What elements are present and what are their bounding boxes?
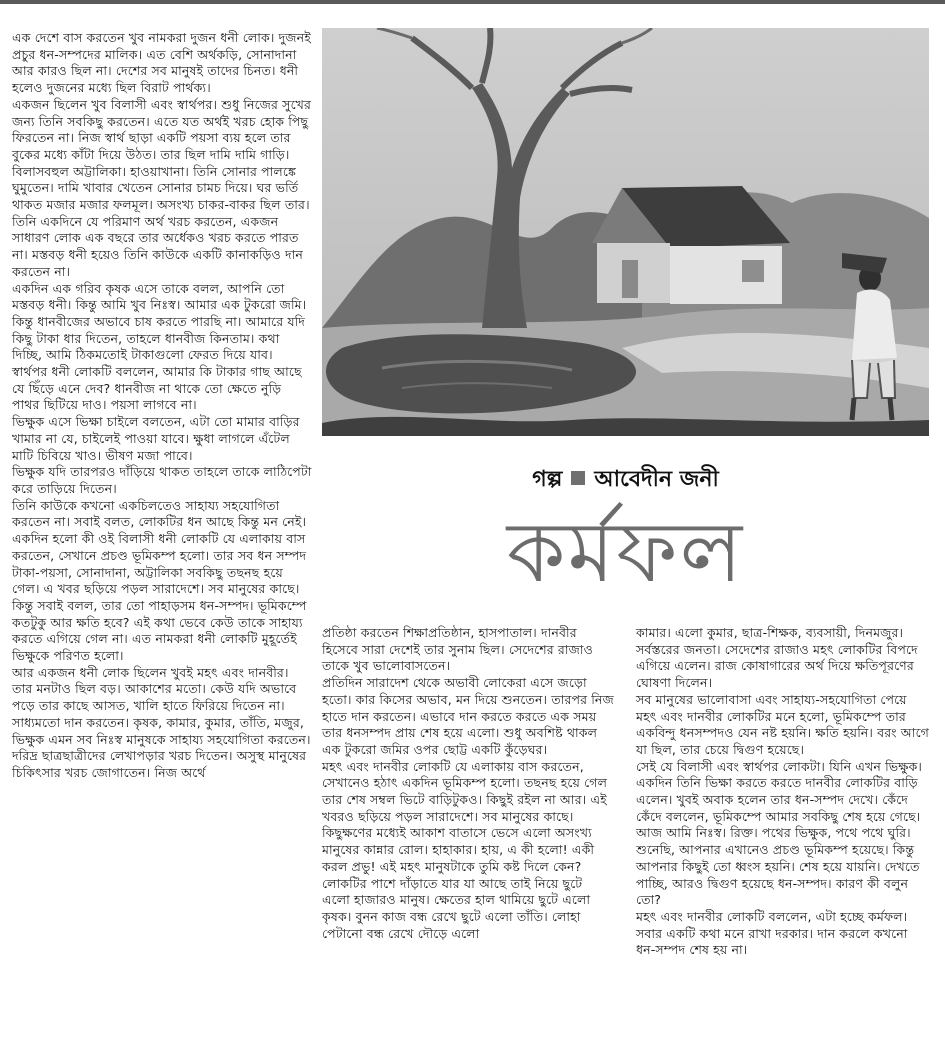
paragraph: তিনি কাউকে কখনো একচিলতেও সাহায্য সহযোগিতা করতেন না। সবাই বলত, লোকটির ধন আছে কিন্তু মন নেই। xyxy=(12,497,307,530)
paragraph: একদিন হলো কী ওই বিলাসী ধনী লোকটি যে এলাকায় বাস করতেন, সেখানে প্রচণ্ড ভূমিকম্প হলো। তার সব ধন সম্পদ টাকা-পয়সা, সোনাদানা, অট্টালিকা সবকিছু তছনছ হয়ে গেল। এ খবর ছড়িয়ে পড়ল সারাদেশে। সব মানুষের কাছে। কিন্তু সবাই বলল, তার তো পাহাড়সম ধন-সম্পদ। ভূমিকম্পে কতটুকু আর ক্ষতি হবে? এই কথা ভেবে কেউ তাকে সাহায্য করতে এগিয়ে গেল না। এত নামকরা ধনী লোকটি মুহূর্তেই ভিক্ষুকে পরিণত হলো। xyxy=(12,531,307,664)
story-column-1 xyxy=(12,30,312,782)
paragraph: সেই যে বিলাসী এবং স্বার্থপর লোকটা। যিনি এখন ভিক্ষুক। একদিন তিনি ভিক্ষা করতে করতে দানবীর লোকটির বাড়ি এলেন। খুবই অবাক হলেন তার ধন-সম্পদ দেখে। কেঁদে কেঁদে বললেন, ভূমিকম্পে আমার সবকিছু শেষ হয়ে গেছে। আজ আমি নিঃস্ব। রিক্ত। পথের ভিক্ষুক, পথে পথে ঘুরি। শুনেছি, আপনার এখানেও প্রচণ্ড ভূমিকম্প হয়েছে। কিন্তু আপনার কিছুই তো ধ্বংস হয়নি। শেষ হয়ে যায়নি। দেখতে পাচ্ছি, আরও দ্বিগুণ হয়েছে ধন-সম্পদ। কারণ কী বলুন তো? xyxy=(636,758,923,908)
paragraph: প্রতিদিন সারাদেশ থেকে অভাবী লোকেরা এসে জড়ো হতো। কার কিসের অভাব, মন দিয়ে শুনতেন। তারপর নিজ হাতে দান করতেন। এভাবে দান করতে করতে এক সময় তার ধনসম্পদ প্রায় শেষ হয়ে এলো। শুধু অবশিষ্ট থাকল এক টুকরো জমির ওপর ছোট্ট একটি কুঁড়েঘর। xyxy=(322,675,614,757)
story-title: কর্মফল xyxy=(506,503,745,601)
paragraph: এক দেশে বাস করতেন খুব নামকরা দুজন ধনী লোক। দুজনই প্রচুর ধন-সম্পদের মালিক। এত বেশি অর্থকড়ি, সোনাদানা আর কারও ছিল না। দেশের সব মানুষই তাদের চিনত। ধনী হলেও দুজনের মধ্যে ছিল বিরাট পার্থক্য। xyxy=(12,30,311,96)
paragraph: কামার। এলো কুমার, ছাত্র-শিক্ষক, ব্যবসায়ী, দিনমজুর। সর্বস্তরের জনতা। সেদেশের রাজাও মহৎ লোকটির বিপদে এগিয়ে এলেন। রাজ কোষাগারের অর্থ দিয়ে ক্ষতিপূরণের ঘোষণা দিলেন। xyxy=(636,625,918,691)
author-name: আবেদীন জনী xyxy=(594,467,719,492)
paragraph: প্রতিষ্ঠা করতেন শিক্ষাপ্রতিষ্ঠান, হাসপাতাল। দানবীর হিসেবে সারা দেশেই তার সুনাম ছিল। সেদেশের রাজাও তাকে খুব ভালোবাসতেন। xyxy=(322,625,593,674)
square-separator-icon xyxy=(571,471,585,485)
story-column-2 xyxy=(322,625,614,942)
paragraph: ভিক্ষুক যদি তারপরও দাঁড়িয়ে থাকত তাহলে তাকে লাঠিপেটা করে তাড়িয়ে দিতেন। xyxy=(12,464,312,496)
byline xyxy=(322,462,929,499)
paragraph: একজন ছিলেন খুব বিলাসী এবং স্বার্থপর। শুধু নিজের সুখের জন্য তিনি সবকিছু করতেন। এতে যত অর্থই খরচ হোক পিছু ফিরতেন না। নিজ স্বার্থ ছাড়া একটি পয়সা ব্যয় হলে তার বুকের মধ্যে কাঁটা দিয়ে উঠত। তার ছিল দামি দামি গাড়ি। বিলাসবহুল অট্টালিকা। হাওয়াখানা। তিনি সোনার পালঙ্কে ঘুমুতেন। দামি খাবার খেতেন সোনার চামচ দিয়ে। ঘর ভর্তি থাকত মজার মজার ফলমূল। অসংখ্য চাকর-বাকর ছিল তার। তিনি একদিনে যে পরিমাণ অর্থ খরচ করতেন, একজন সাধারণ লোক এক বছরে তার অর্ধেকও খরচ করতে পারত না। মস্তবড় ধনী হয়েও তিনি কাউকে একটি কানাকড়িও দান করতেন না। xyxy=(12,96,312,279)
genre-label: গল্প xyxy=(532,467,563,492)
paragraph: সব মানুষের ভালোবাসা এবং সাহায্য-সহযোগিতা পেয়ে মহৎ এবং দানবীর লোকটির মনে হলো, ভূমিকম্পে তার একবিন্দু ধনসম্পদও যেন নষ্ট হয়নি। ক্ষতি হয়নি। বরং আগে যা ছিল, তার চেয়ে দ্বিগুণ হয়েছে। xyxy=(636,691,929,757)
paragraph: মহৎ এবং দানবীর লোকটি বললেন, এটা হচ্ছে কর্মফল। সবার একটি কথা মনে রাখা দরকার। দান করলে কখনো ধন-সম্পদ শেষ হয় না। xyxy=(636,908,908,958)
paragraph: লোকটির পাশে দাঁড়াতে যার যা আছে তাই নিয়ে ছুটে এলো হাজারও মানুষ। ক্ষেতের হাল থামিয়ে ছুটে এলো কৃষক। বুনন কাজ বন্ধ রেখে ছুটে এলো তাঁতি। লোহা পেটানো বন্ধ রেখে দৌড়ে এলো xyxy=(322,875,591,941)
top-rule xyxy=(0,0,945,4)
story-column-3 xyxy=(636,625,930,959)
paragraph: আর একজন ধনী লোক ছিলেন খুবই মহৎ এবং দানবীর। তার মনটাও ছিল বড়। আকাশের মতো। কেউ যদি অভাবে পড়ে তার কাছে আসত, খালি হাতে ফিরিয়ে দিতেন না। সাধ্যমতো দান করতেন। কৃষক, কামার, কুমার, তাঁতি, মজুর, ভিক্ষুক এমন সব নিঃস্ব মানুষকে সাহায্য সহযোগিতা করতেন। দরিদ্র ছাত্রছাত্রীদের লেখাপড়ার খরচ দিতেন। অসুস্থ মানুষের চিকিৎসার খরচ জোগাতেন। নিজ অর্থে xyxy=(12,664,311,780)
paragraph: একদিন এক গরিব কৃষক এসে তাকে বলল, আপনি তো মস্তবড় ধনী। কিন্তু আমি খুব নিঃস্ব। আমার এক টুকরো জমি। কিন্তু ধানবীজের অভাবে চাষ করতে পারছি না। আমারে যদি কিছু টাকা ধার দিতেন, তাহলে ধানবীজ কিনতাম। কথা দিচ্ছি, আমি ঠিকমতোই টাকাগুলো ফেরত দিয়ে যাব। স্বার্থপর ধনী লোকটি বললেন, আমার কি টাকার গাছ আছে যে ছিঁড়ে এনে দেব? ধানবীজ না থাকে তো ক্ষেতে নুড়ি পাথর ছিটিয়ে দাও। পয়সা লাগবে না। xyxy=(12,280,307,413)
paragraph: ভিক্ষুক এসে ভিক্ষা চাইলে বলতেন, এটা তো মামার বাড়ির খামার না যে, চাইলেই পাওয়া যাবে। ক্ষুধা লাগলে এঁটেল মাটি চিবিয়ে খাও। ভীষণ মজা পাবে। xyxy=(12,414,300,463)
paragraph: মহৎ এবং দানবীর লোকটি যে এলাকায় বাস করতেন, সেখানেও হঠাৎ একদিন ভূমিকম্প হলো। তছনছ হয়ে গেল তার শেষ সম্বল ভিটে বাড়িটুকও। কিছুই রইল না আর। এই খবরও ছড়িয়ে পড়ল সারাদেশে। সব মানুষের কাছে। কিছুক্ষণের মধ্যেই আকাশ বাতাসে ভেসে এলো অসংখ্য মানুষের কান্নার রোল। হাহাকার। হায়, এ কী হলো! একী করল প্রভু! এই মহৎ মানুষটাকে তুমি কষ্ট দিলে কেন? xyxy=(322,758,608,874)
village-landscape-illustration xyxy=(322,28,929,436)
